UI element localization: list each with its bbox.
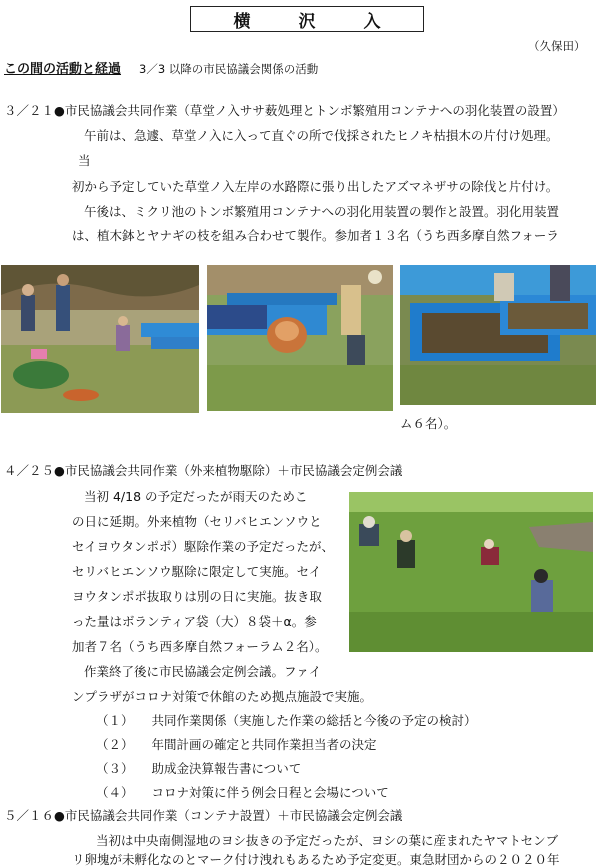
entry-0425-line: 作業終了後に市民協議会定例会議。ファイ <box>84 664 322 679</box>
entry-0321-line: 午後は、ミクリ池のトンボ繁殖用コンテナへの羽化用装置の製作と設置。羽化用装置 <box>84 204 560 219</box>
title-char: 横 <box>233 11 251 32</box>
agenda-number: （４） <box>96 785 134 800</box>
page-title <box>190 6 424 32</box>
entry-0321-line: 午前は、急遽、草堂ノ入に入って直ぐの所で伐採されたヒノキ枯損木の片付け処理。 <box>84 128 559 143</box>
entry-0425-line: 当初 4/18 の予定だったが雨天のためこ <box>84 489 308 504</box>
photo-work-group <box>1 265 199 413</box>
entry-0425-line: ヨウタンポポ抜取りは別の日に実施。抜き取 <box>72 589 322 604</box>
entry-0321-line: は、植木鉢とヤナギの枝を組み合わせて製作。参加者１３名（うち西多摩自然フォーラ <box>72 228 559 243</box>
agenda-text: 共同作業関係（実施した作業の総括と今後の予定の検討） <box>151 713 477 728</box>
section-heading: この間の活動と経過 <box>4 62 122 77</box>
title-char: 入 <box>363 11 381 32</box>
entry-heading-0516: ５／１６●市民協議会共同作業（コンテナ設置）＋市民協議会定例会議 <box>4 808 403 823</box>
agenda-number: （１） <box>96 713 134 728</box>
entry-0425-line: 加者７名（うち西多摩自然フォーラム２名）。 <box>72 639 328 654</box>
agenda-item <box>96 735 377 753</box>
entry-0516-line: 当初は中央南側湿地のヨシ抜きの予定だったが、ヨシの葉に産まれたヤマトセンブ <box>96 833 559 848</box>
agenda-number: （２） <box>96 737 134 752</box>
entry-0425-line: った量はボランティア袋（大）８袋＋α。参 <box>72 614 317 629</box>
entry-0425-line: セリバヒエンソウ駆除に限定して実施。セイ <box>72 564 322 579</box>
section-header <box>4 58 318 77</box>
entry-heading-0425: ４／２５●市民協議会共同作業（外来植物駆除）＋市民協議会定例会議 <box>4 463 403 478</box>
agenda-item <box>96 783 389 801</box>
agenda-item <box>96 759 301 777</box>
entry-0321-line: 初から予定していた草堂ノ入左岸の水路際に張り出したアズマネザサの除伐と片付け。 <box>72 179 559 194</box>
entry-0425-line: セイヨウタンポポ）駆除作業の予定だったが、 <box>72 539 335 554</box>
agenda-text: 年間計画の確定と共同作業担当者の決定 <box>151 737 377 752</box>
photo-weeding-field <box>349 492 593 652</box>
photo-blue-containers <box>400 265 596 405</box>
agenda-number: （３） <box>96 761 134 776</box>
section-note: 3／3 以降の市民協議会関係の活動 <box>139 62 319 76</box>
entry-0321-line: 当 <box>78 153 91 168</box>
entry-heading-0321: ３／２１●市民協議会共同作業（草堂ノ入ササ薮処理とトンボ繁殖用コンテナへの羽化装置の設置） <box>4 103 565 118</box>
author: （久保田） <box>528 39 586 53</box>
title-char: 沢 <box>298 11 316 32</box>
entry-0425-line: ンプラザがコロナ対策で休館のため拠点施設で実施。 <box>72 689 373 704</box>
entry-0321-tail: ム６名）。 <box>400 416 457 431</box>
agenda-item <box>96 711 477 729</box>
entry-0516-line: リ卵塊が未孵化なのとマーク付け洩れもあるため予定変更。東急財団からの２０２０年 <box>72 852 560 867</box>
photo-pot-installation <box>207 265 393 411</box>
agenda-text: コロナ対策に伴う例会日程と会場について <box>151 785 389 800</box>
entry-0425-line: の日に延期。外来植物（セリバヒエンソウと <box>72 514 322 529</box>
agenda-text: 助成金決算報告書について <box>151 761 302 776</box>
